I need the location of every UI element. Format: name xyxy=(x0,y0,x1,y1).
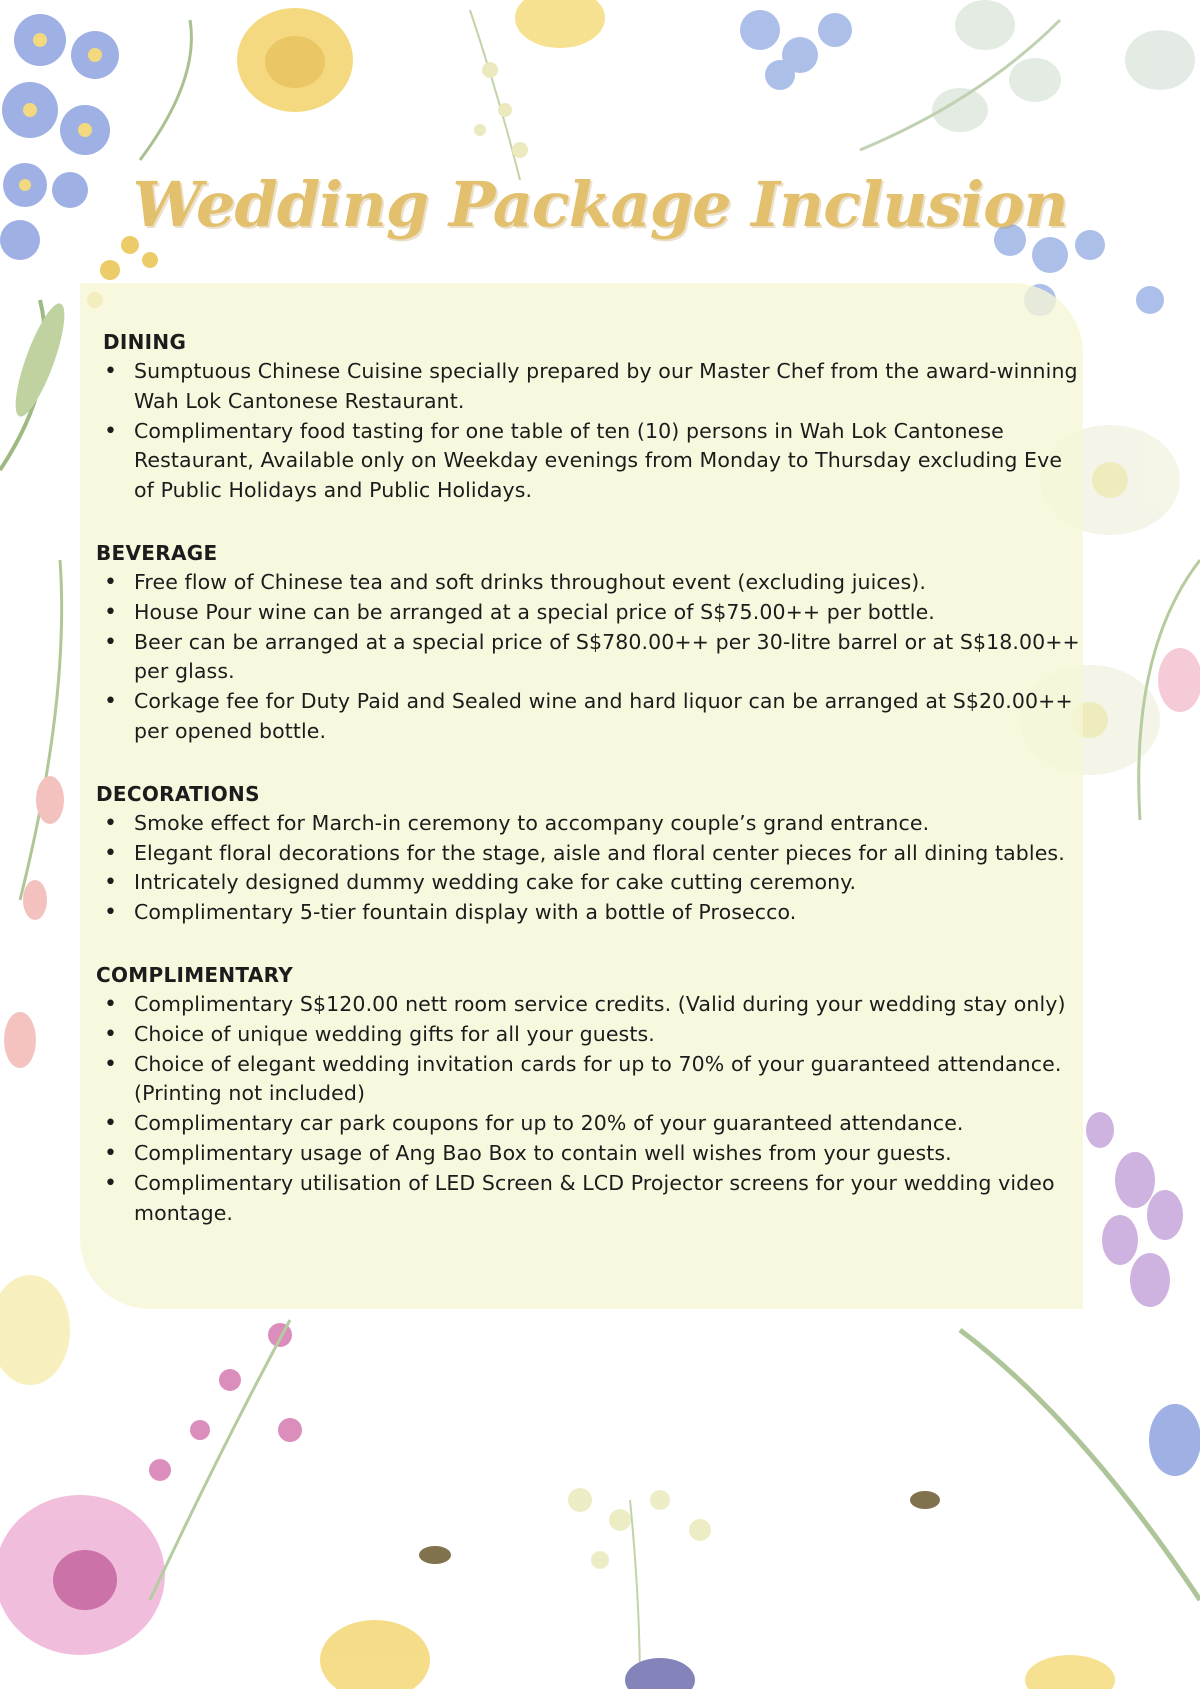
page-title: Wedding Package Inclusion xyxy=(132,168,1068,241)
section-beverage xyxy=(96,539,1086,747)
section-decorations xyxy=(96,780,1086,928)
list-item: • Complimentary food tasting for one table of ten (10) persons in Wah Lok Cantonese Restaurant, Available only on Weekday evenings from Monday to Thursday excluding Eve of Public Holidays and Public Holidays. xyxy=(96,417,1086,506)
list-item: • Elegant floral decorations for the stage, aisle and floral center pieces for all dining tables. xyxy=(96,839,1086,869)
section-heading: DINING xyxy=(103,330,187,354)
list-item: • Complimentary car park coupons for up to 20% of your guaranteed attendance. xyxy=(96,1109,1086,1139)
section-heading: DECORATIONS xyxy=(96,781,260,806)
list-item: • Complimentary usage of Ang Bao Box to contain well wishes from your guests. xyxy=(96,1139,1086,1169)
item-list xyxy=(96,357,1086,506)
list-item: • Free flow of Chinese tea and soft drinks throughout event (excluding juices). xyxy=(96,568,1086,598)
item-list xyxy=(96,568,1086,747)
inclusion-sections xyxy=(96,328,1086,1261)
section-heading: COMPLIMENTARY xyxy=(96,962,293,987)
item-list xyxy=(96,809,1086,928)
list-item: • Intricately designed dummy wedding cake for cake cutting ceremony. xyxy=(96,868,1086,898)
list-item: • Choice of elegant wedding invitation cards for up to 70% of your guaranteed attendance. (Printing not included) xyxy=(96,1050,1086,1110)
list-item: • Complimentary S$120.00 nett room service credits. (Valid during your wedding stay only) xyxy=(96,990,1086,1020)
list-item: • Beer can be arranged at a special price of S$780.00++ per 30-litre barrel or at S$18.00++ per glass. xyxy=(96,628,1086,688)
section-dining xyxy=(96,328,1086,506)
list-item: • House Pour wine can be arranged at a special price of S$75.00++ per bottle. xyxy=(96,598,1086,628)
list-item: • Corkage fee for Duty Paid and Sealed wine and hard liquor can be arranged at S$20.00++ per opened bottle. xyxy=(96,687,1086,747)
list-item: • Choice of unique wedding gifts for all your guests. xyxy=(96,1020,1086,1050)
section-heading: BEVERAGE xyxy=(96,540,218,565)
list-item: • Complimentary utilisation of LED Screen & LCD Projector screens for your wedding video montage. xyxy=(96,1169,1086,1229)
list-item: • Smoke effect for March-in ceremony to accompany couple’s grand entrance. xyxy=(96,809,1086,839)
list-item: • Sumptuous Chinese Cuisine specially prepared by our Master Chef from the award-winning Wah Lok Cantonese Restaurant. xyxy=(96,357,1086,417)
item-list xyxy=(96,990,1086,1228)
list-item: • Complimentary 5-tier fountain display with a bottle of Prosecco. xyxy=(96,898,1086,928)
section-complimentary xyxy=(96,961,1086,1228)
